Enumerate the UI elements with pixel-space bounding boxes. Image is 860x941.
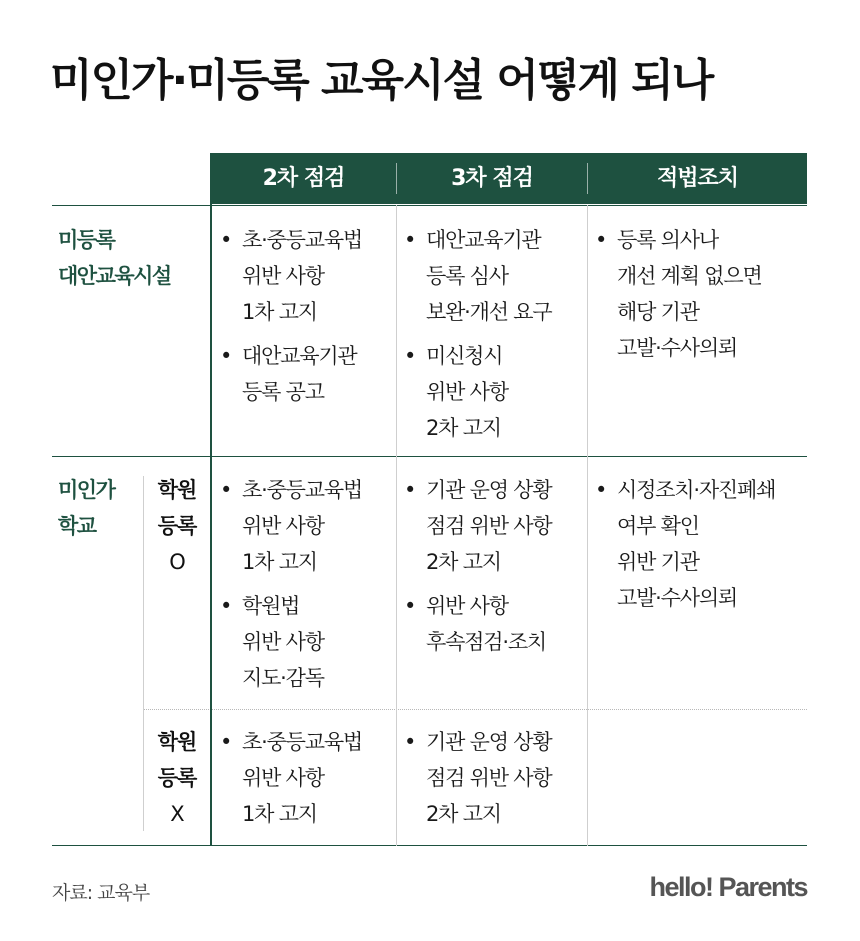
list-item: • 미신청시 위반 사항 2차 고지 (404, 344, 508, 440)
column-divider (396, 205, 397, 846)
table-header (211, 153, 807, 204)
row-label-unauthorized: 미인가 학교 (58, 478, 115, 538)
column-header-legal-action: 적법조치 (656, 166, 738, 191)
list-item: • 초·중등교육법 위반 사항 1차 고지 (220, 478, 362, 574)
row-divider (52, 205, 807, 206)
cell-registered-second (216, 472, 362, 696)
cell-registered-third (400, 472, 551, 660)
cell-registered-legal (591, 472, 775, 616)
list-item: • 초·중등교육법 위반 사항 1차 고지 (220, 730, 362, 826)
cell-unregistered-academy-second (216, 724, 362, 832)
cell-unregistered-academy-third (400, 724, 551, 832)
sub-label-divider (143, 476, 144, 831)
row-label-unregistered: 미등록 대안교육시설 (58, 228, 171, 288)
table-bottom-border (52, 845, 807, 846)
page-title: 미인가·미등록 교육시설 어떻게 되나 (50, 55, 713, 106)
cell-unregistered-second (216, 222, 362, 410)
cell-unregistered-legal (591, 222, 762, 366)
column-header-third-inspection: 3차 점검 (451, 166, 533, 191)
list-item: • 시정조치·자진폐쇄 여부 확인 위반 기관 고발·수사의뢰 (595, 478, 776, 610)
list-item: • 등록 의사나 개선 계획 없으면 해당 기관 고발·수사의뢰 (595, 228, 762, 360)
list-item: • 대안교육기관 등록 심사 보완·개선 요구 (404, 228, 552, 324)
list-item: • 대안교육기관 등록 공고 (220, 344, 357, 404)
row-divider-dotted (143, 709, 807, 710)
list-item: • 학원법 위반 사항 지도·감독 (220, 594, 324, 690)
sub-label-academy-unregistered: 학원 등록 X (157, 730, 197, 826)
sub-label-academy-registered: 학원 등록 O (157, 478, 197, 574)
row-divider (52, 456, 807, 457)
source-note: 자료: 교육부 (52, 882, 150, 904)
list-item: • 기관 운영 상황 점검 위반 사항 2차 고지 (404, 730, 552, 826)
column-divider (587, 205, 588, 846)
column-header-second-inspection: 2차 점검 (262, 166, 345, 191)
label-column-divider (210, 153, 212, 846)
list-item: • 초·중등교육법 위반 사항 1차 고지 (220, 228, 362, 324)
cell-unregistered-third (400, 222, 551, 446)
brand-logo: hello! Parents (649, 872, 807, 902)
list-item: • 위반 사항 후속점검·조치 (404, 594, 546, 654)
list-item: • 기관 운영 상황 점검 위반 사항 2차 고지 (404, 478, 552, 574)
